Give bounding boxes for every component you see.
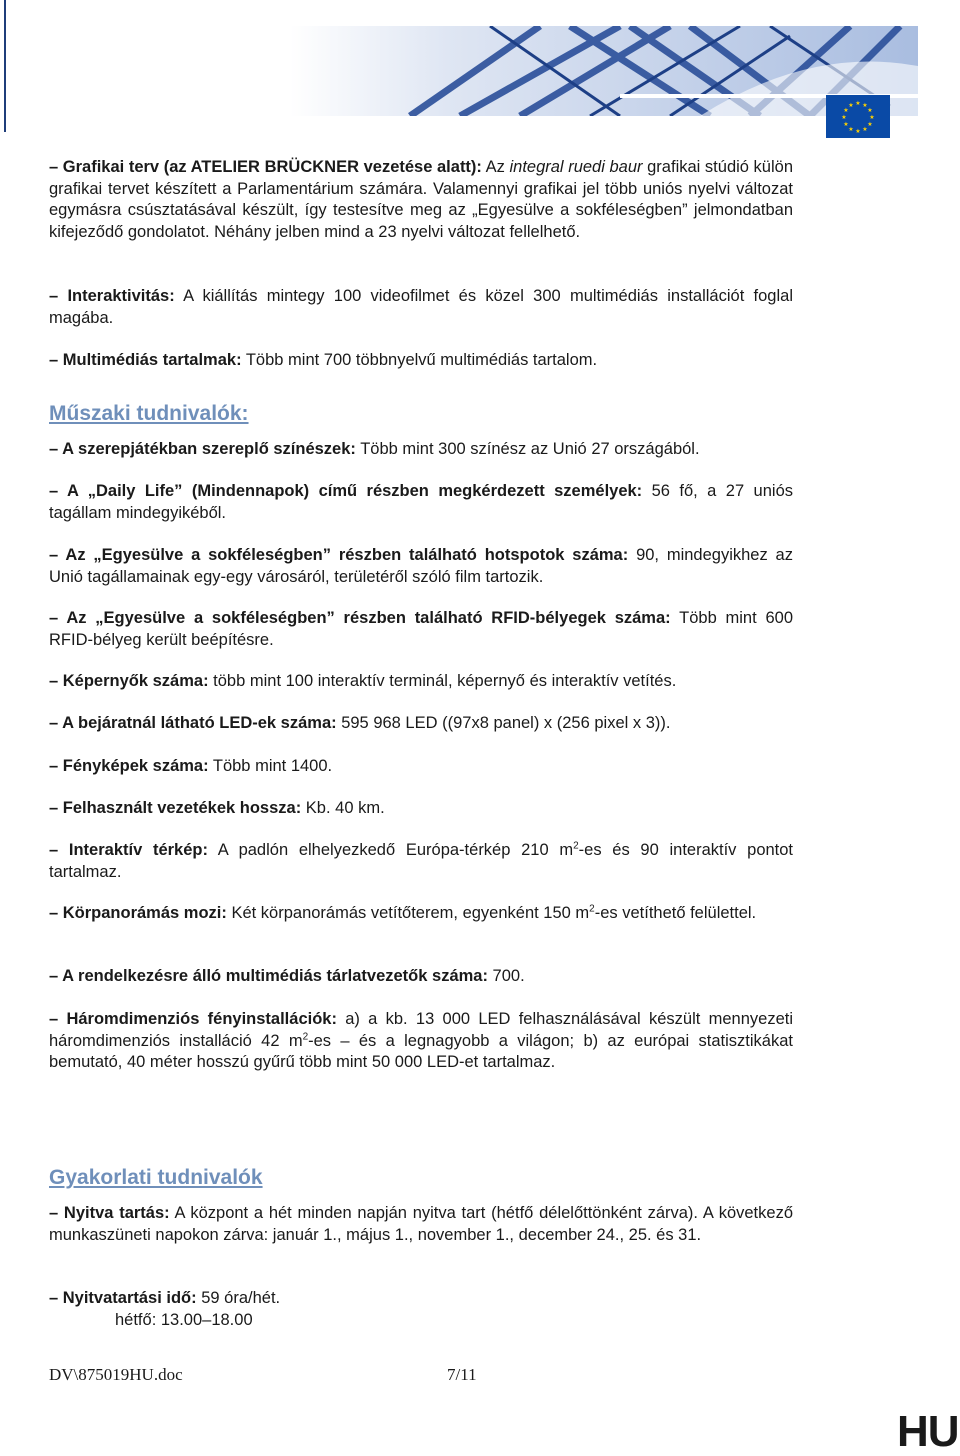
paragraph-interactive-map [49, 840, 793, 883]
label-guides: – A rendelkezésre álló multimédiás tárlatvezetők száma: [49, 967, 488, 985]
footer-doc-ref: DV\875019HU.doc [49, 1365, 183, 1384]
paragraph-guides [49, 966, 793, 988]
paragraph-photos [49, 756, 793, 778]
label-opening: – Nyitva tartás: [49, 1204, 170, 1222]
paragraph-daily-life [49, 481, 793, 524]
text-graphic-studio: integral ruedi baur [509, 158, 643, 176]
svg-text:★: ★ [848, 102, 854, 109]
text-daily-life: 56 fő, a 27 uniós tagállam mindegyikéből. [49, 482, 793, 522]
left-margin-rule [4, 0, 6, 132]
text-cinema-1: Két körpanorámás vetítőterem, egyenként 150 m [226, 904, 590, 922]
svg-text:★: ★ [841, 114, 847, 121]
text-cinema-2: -es vetíthető felülettel. [594, 904, 757, 922]
label-cables: – Felhasznált vezetékek hossza: [49, 799, 302, 817]
label-hotspots: – Az „Egyesülve a sokféleségben” részben található hotspotok száma: [49, 546, 629, 564]
svg-text:★: ★ [869, 114, 875, 121]
eu-flag-icon [826, 95, 890, 138]
label-graphic-design: – Grafikai terv (az ATELIER BRÜCKNER vezetése alatt): [49, 158, 482, 176]
superscript-2: 2 [589, 903, 595, 915]
heading-practical: Gyakorlati tudnivalók [49, 1166, 263, 1189]
text-cables: Kb. 40 km. [301, 799, 385, 817]
svg-text:★: ★ [867, 121, 873, 128]
svg-text:★: ★ [867, 107, 873, 114]
text-multimedia: Több mint 700 többnyelvű multimédiás tartalom. [241, 351, 598, 369]
label-photos: – Fényképek száma: [49, 757, 209, 775]
superscript-2: 2 [302, 1031, 309, 1042]
paragraph-screens [49, 671, 793, 693]
label-3d-light: – Háromdimenziós fényinstallációk: [49, 1010, 337, 1028]
svg-text:★: ★ [843, 107, 849, 114]
paragraph-hotspots [49, 545, 793, 588]
text-rfid: Több mint 600 RFID-bélyeg került beépítésre. [49, 609, 793, 649]
text-guides: 700. [487, 967, 525, 985]
paragraph-3d-light [49, 1009, 793, 1074]
svg-text:★: ★ [855, 100, 861, 107]
label-interactive-map: – Interaktív térkép: [49, 841, 208, 859]
text-opening: A központ a hét minden napján nyitva tart (hétfő délelőttönként zárva). A következő munkaszüneti napokon zárva: január 1., május 1., november 1., december 24., 25. és 31. [49, 1204, 793, 1244]
paragraph-hours [49, 1288, 793, 1331]
text-graphic-1: Az [481, 158, 510, 176]
text-map-1: A padlón elhelyezkedő Európa-térkép 210 m [207, 841, 574, 859]
language-code: HU [897, 1407, 959, 1456]
label-screens: – Képernyők száma: [49, 672, 209, 690]
label-leds: – A bejáratnál látható LED-ek száma: [49, 714, 337, 732]
superscript-2: 2 [573, 840, 579, 852]
label-daily-life: – A „Daily Life” (Mindennapok) című részben megkérdezett személyek: [49, 482, 643, 500]
svg-text:★: ★ [862, 102, 868, 109]
banner-graphic [290, 26, 918, 116]
text-screens: több mint 100 interaktív terminál, képernyő és interaktív vetítés. [208, 672, 677, 690]
paragraph-multimedia [49, 350, 793, 372]
paragraph-leds [49, 713, 793, 735]
text-hours: 59 óra/hét. [196, 1289, 281, 1307]
text-interactivity: A kiállítás mintegy 100 videofilmet és közel 300 multimédiás installációt foglal magába. [49, 287, 793, 327]
paragraph-rfid [49, 608, 793, 651]
label-rfid: – Az „Egyesülve a sokféleségben” részben található RFID-bélyegek száma: [49, 609, 671, 627]
svg-text:★: ★ [843, 121, 849, 128]
text-hotspots: 90, mindegyikhez az Unió tagállamainak egy-egy városáról, területéről szóló film tartozik. [49, 546, 793, 586]
paragraph-cables [49, 798, 793, 820]
text-map-2: -es és 90 interaktív pontot tartalmaz. [49, 841, 794, 881]
hours-monday: hétfő: 13.00–18.00 [115, 1310, 253, 1329]
label-actors: – A szerepjátékban szereplő színészek: [49, 440, 356, 458]
parliament-architecture-banner [290, 26, 918, 116]
text-light3d-2: -es – és a legnagyobb a világon; b) az európai statisztikákat bemutató, 40 méter hosszú gyűrű több mint 50 000 LED-et tartalmaz. [49, 1031, 793, 1071]
paragraph-panorama-cinema [49, 903, 793, 925]
text-leds: 595 968 LED ((97x8 panel) x (256 pixel x 3)). [336, 714, 671, 732]
svg-text:★: ★ [855, 128, 861, 135]
text-light3d-1: a) a kb. 13 000 LED felhasználásával készült mennyezeti háromdimenziós installáció 42 m [49, 1010, 793, 1050]
footer-page-number: 7/11 [447, 1365, 477, 1384]
heading-technical: Műszaki tudnivalók: [49, 402, 249, 425]
paragraph-graphic-design [49, 157, 793, 243]
label-multimedia: – Multimédiás tartalmak: [49, 351, 242, 369]
paragraph-actors [49, 439, 793, 461]
hours-line [49, 1288, 793, 1310]
paragraph-interactivity [49, 286, 793, 329]
label-hours: – Nyitvatartási idő: [49, 1289, 197, 1307]
svg-text:★: ★ [848, 126, 854, 133]
label-panorama-cinema: – Körpanorámás mozi: [49, 904, 227, 922]
text-graphic-2: grafikai stúdió külön grafikai tervet készített a Parlamentárium számára. Valamennyi grafikai jel több uniós nyelvi változat egymásra csúsztatásával készült, így testesítve meg az „Egyesülve a sokféleségben” jelmondatban kifejeződő gondolatot. Néhány jelben mind a 23 nyelvi változat fellelhető. [49, 158, 794, 241]
text-photos: Több mint 1400. [208, 757, 333, 775]
svg-text:★: ★ [862, 126, 868, 133]
label-interactivity: – Interaktivitás: [49, 287, 175, 305]
eu-flag-stars [826, 95, 890, 138]
paragraph-opening [49, 1203, 793, 1246]
text-actors: Több mint 300 színész az Unió 27 országából. [355, 440, 700, 458]
